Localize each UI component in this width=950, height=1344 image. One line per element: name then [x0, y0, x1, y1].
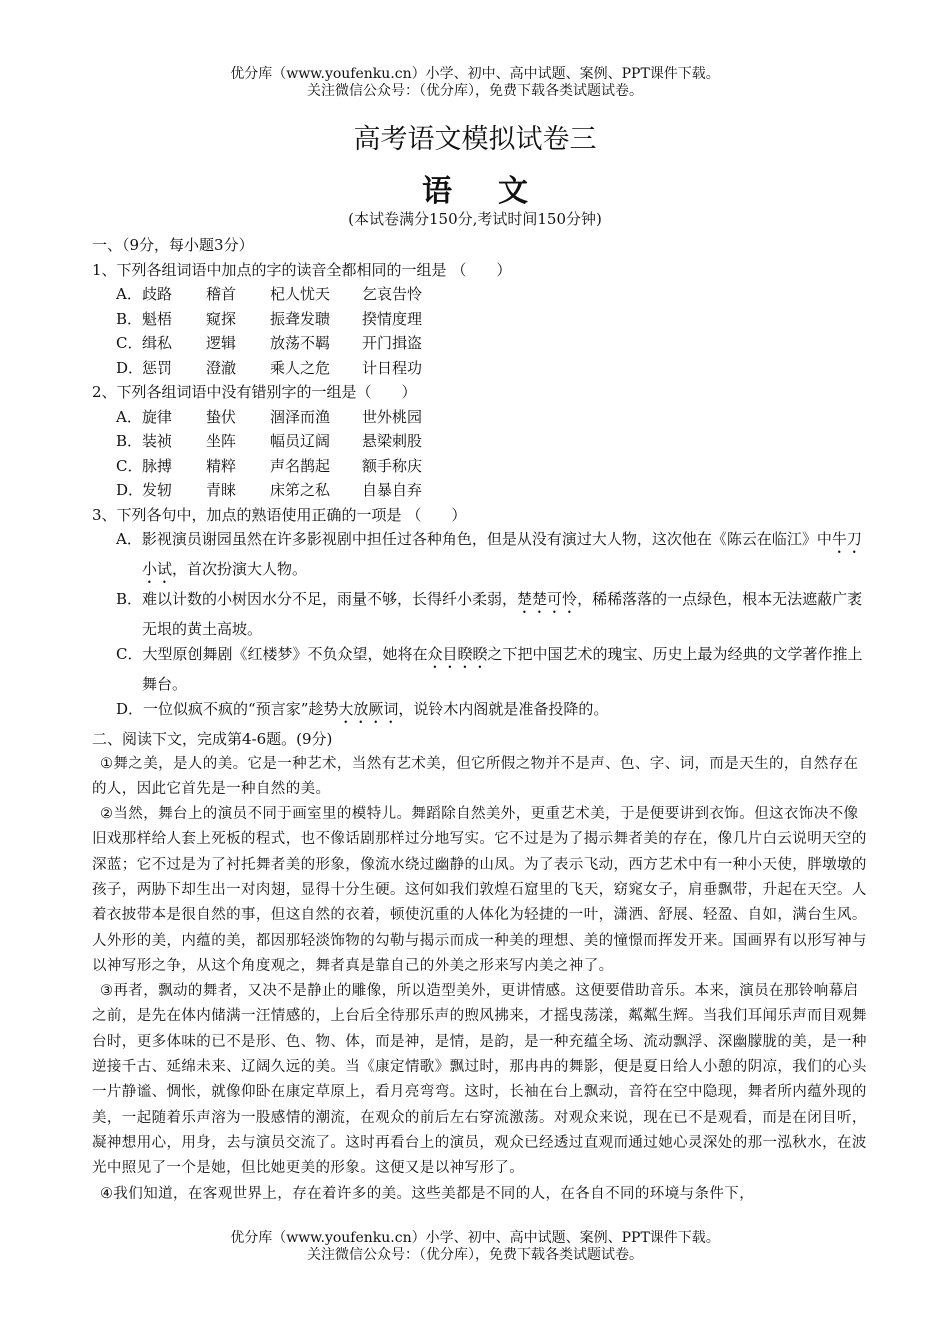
option-word: 逻辑	[206, 334, 237, 352]
question-3-options	[92, 527, 867, 727]
option-label: D．	[116, 481, 144, 499]
exam-note: (本试卷满分150分,考试时间150分钟)	[348, 210, 602, 228]
option-word: 脉搏	[142, 456, 173, 475]
option-word: 振聋发聩	[270, 309, 331, 328]
question-2-stem: 2、下列各组词语中没有错别字的一组是（ ）	[92, 383, 417, 401]
emphasized-idiom: 大放厥词	[338, 700, 399, 718]
option-word: 涸泽而渔	[270, 407, 331, 426]
section-2-heading: 二、阅读下文，完成第4-6题。(9分)	[92, 730, 333, 748]
option-label: C．	[116, 334, 143, 352]
emphasized-idiom: 众目睽睽	[427, 645, 488, 663]
option-word: 稽首	[206, 285, 237, 303]
option-word: 揆情度理	[362, 309, 423, 328]
q1-option	[116, 356, 867, 381]
option-word: 装祯	[142, 432, 173, 450]
question-1-stem: 1、下列各组词语中加点的字的读音全都相同的一组是 （ ）	[92, 260, 512, 279]
option-word: 旋律	[142, 407, 173, 426]
option-text: 之下把中国艺术的瑰宝、历史上最为经典的文学著作推上舞台。	[142, 645, 863, 693]
option-word: 澄澈	[206, 358, 237, 377]
passage-paragraph-3: ③再者，飘动的舞者，又决不是静止的雕像，所以造型美外，更讲情感。这便要借助音乐。本来，演员在那铃响幕启之前，是先在体内储满一汪情感的，上台后全待那乐声的煦风拂来，才摇曳荡漾，粼粼生辉。当我们耳闻乐声而目观舞台时，更多体味的已不是形、色、物、体，而是神，是情，是韵，是一种充蕴全场、流动飘浮、深幽朦胧的美，是一种逆接千古、延绵未来、辽阔久远的美。当《康定情歌》飘过时，那冉冉的舞影，便是夏日给人小憩的阴凉，我们的心头一片静谧、惆怅，就像仰卧在康定草原上，看月亮弯弯。这时，长袖在台上飘动，音符在空中隐现，舞者所内蕴外现的美，一起随着乐声溶为一股感情的潮流，在观众的前后左右穿流激荡。对观众来说，现在已不是观看，而是在闭目听，凝神想用心，用身，去与演员交流了。这时再看台上的演员，观众已经透过直观而通过她心灵深处的那一泓秋水，在波光中照见了一个是她，但比她更美的形象。这便又是以神写形了。	[92, 983, 867, 1177]
option-label: B．	[116, 309, 143, 328]
option-word: 魁梧	[142, 309, 173, 328]
option-text: 一位似疯不疯的“预言家”趁势	[143, 700, 339, 718]
q3-option	[116, 587, 867, 642]
option-word: 世外桃园	[362, 407, 423, 426]
option-word: 坐阵	[206, 432, 237, 450]
option-label: A．	[116, 285, 142, 303]
q2-option	[116, 405, 867, 430]
footer-line-1: 优分库（www.youfenku.cn）小学、初中、高中试题、案例、PPT课件下载。	[230, 1230, 720, 1246]
option-word: 放荡不羁	[270, 334, 331, 352]
option-text: ，说铃木内阁就是准备投降的。	[398, 700, 609, 718]
option-word: 开门揖盗	[362, 334, 423, 352]
q1-option	[116, 282, 867, 307]
option-word: 发轫	[142, 481, 173, 499]
option-word: 床笫之私	[270, 481, 331, 499]
option-word: 计日程功	[362, 358, 423, 377]
option-word: 幅员辽阔	[270, 432, 331, 450]
option-word: 声名鹊起	[270, 456, 331, 475]
option-text: ，稀稀落落的一点绿色，根本无法遮蔽广袤无垠的黄土高坡。	[142, 590, 863, 638]
option-word: 悬梁刺股	[362, 432, 423, 450]
option-word: 歧路	[142, 285, 173, 303]
footer-line-2: 关注微信公众号：（优分库），免费下载各类试题试卷。	[307, 1247, 643, 1263]
option-label: D．	[116, 700, 144, 718]
header-line-1: 优分库（www.youfenku.cn）小学、初中、高中试题、案例、PPT课件下载。	[230, 66, 720, 82]
q2-option	[116, 454, 867, 479]
emphasized-idiom: 楚楚可怜	[517, 590, 578, 608]
option-word: 乞哀告怜	[362, 285, 423, 303]
q3-option	[116, 697, 867, 727]
section-1-heading: 一、（9分，每小题3分）	[92, 236, 254, 254]
q2-option	[116, 478, 867, 503]
question-2-options	[92, 405, 867, 503]
option-word: 额手称庆	[362, 456, 423, 475]
passage-paragraph-1: ①舞之美，是人的美。它是一种艺术，当然有艺术美，但它所假之物并不是声、色、字、词，而是天生的，自然存在的人，因此它首先是一种自然的美。	[92, 755, 859, 797]
option-word: 青睐	[206, 481, 237, 499]
option-label: A．	[116, 530, 142, 548]
q1-option	[116, 307, 867, 332]
option-word: 自暴自弃	[362, 481, 423, 499]
page-header	[0, 66, 950, 100]
page-footer	[0, 1230, 950, 1264]
subject-title: 语文	[422, 174, 574, 209]
option-label: C．	[116, 645, 143, 663]
option-label: B．	[116, 590, 143, 608]
option-word: 乘人之危	[270, 358, 331, 377]
option-word: 窥探	[206, 309, 237, 328]
passage-paragraph-4: ④我们知道，在客观世界上，存在着许多的美。这些美都是不同的人，在各自不同的环境与条件下，	[100, 1185, 755, 1202]
passage-paragraph-2: ②当然，舞台上的演员不同于画室里的模特儿。舞蹈除自然美外，更重艺术美，于是便要讲到衣饰。但这衣饰决不像旧戏那样给人套上死板的程式，也不像话剧那样过分地写实。它不过是为了揭示舞者美的存在，像几片白云说明天空的深蓝；它不过是为了衬托舞者美的形象，像流水绕过幽静的山凤。为了表示飞动，西方艺术中有一种小天使，胖墩墩的孩子，两胁下却生出一对肉翅，显得十分生硬。这何如我们敦煌石窟里的飞天，窈窕女子，肩垂飘带，升起在天空。人着衣披带本是很自然的事，但这自然的衣着，顿使沉重的人体化为轻捷的一叶，潇洒、舒展、轻盈、自如，满台生风。人外形的美，内蕴的美，都因那轻淡饰物的勾勒与揭示而成一种美的理想、美的憧憬而挥发开来。国画界有以形写神与以神写形之争，从这个角度观之，舞者真是靠自己的外美之形来写内美之神了。	[92, 806, 867, 974]
exam-title: 高考语文模拟试卷三	[353, 124, 597, 155]
option-word: 蛰伏	[206, 407, 237, 426]
emphasized-idiom: 牛刀小试	[142, 530, 862, 578]
option-text: 影视演员谢园虽然在许多影视剧中担任过各种角色，但是从没有演过大人物，这次他在《陈云在临江》中	[141, 530, 832, 548]
option-word: 惩罚	[142, 358, 173, 377]
q1-option	[116, 331, 867, 356]
option-text: ，首次扮演大人物。	[172, 560, 308, 578]
option-label: D．	[116, 358, 144, 377]
option-label: C．	[116, 456, 143, 475]
option-word: 缉私	[142, 334, 173, 352]
option-word: 杞人忧天	[270, 285, 331, 303]
option-text: 难以计数的小树因水分不足，雨量不够，长得纤小柔弱，	[142, 590, 518, 608]
question-1-options	[92, 282, 867, 380]
q2-option	[116, 429, 867, 454]
option-label: B．	[116, 432, 143, 450]
question-3-stem: 3、下列各句中，加点的熟语使用正确的一项是 （ ）	[92, 505, 467, 524]
q3-option	[116, 642, 867, 697]
header-line-2: 关注微信公众号：（优分库），免费下载各类试题试卷。	[307, 83, 643, 99]
exam-body	[92, 233, 867, 1207]
q3-option	[116, 527, 867, 587]
option-word: 精粹	[206, 456, 237, 475]
option-label: A．	[116, 407, 142, 426]
option-text: 大型原创舞剧《红楼梦》不负众望，她将在	[142, 645, 428, 663]
